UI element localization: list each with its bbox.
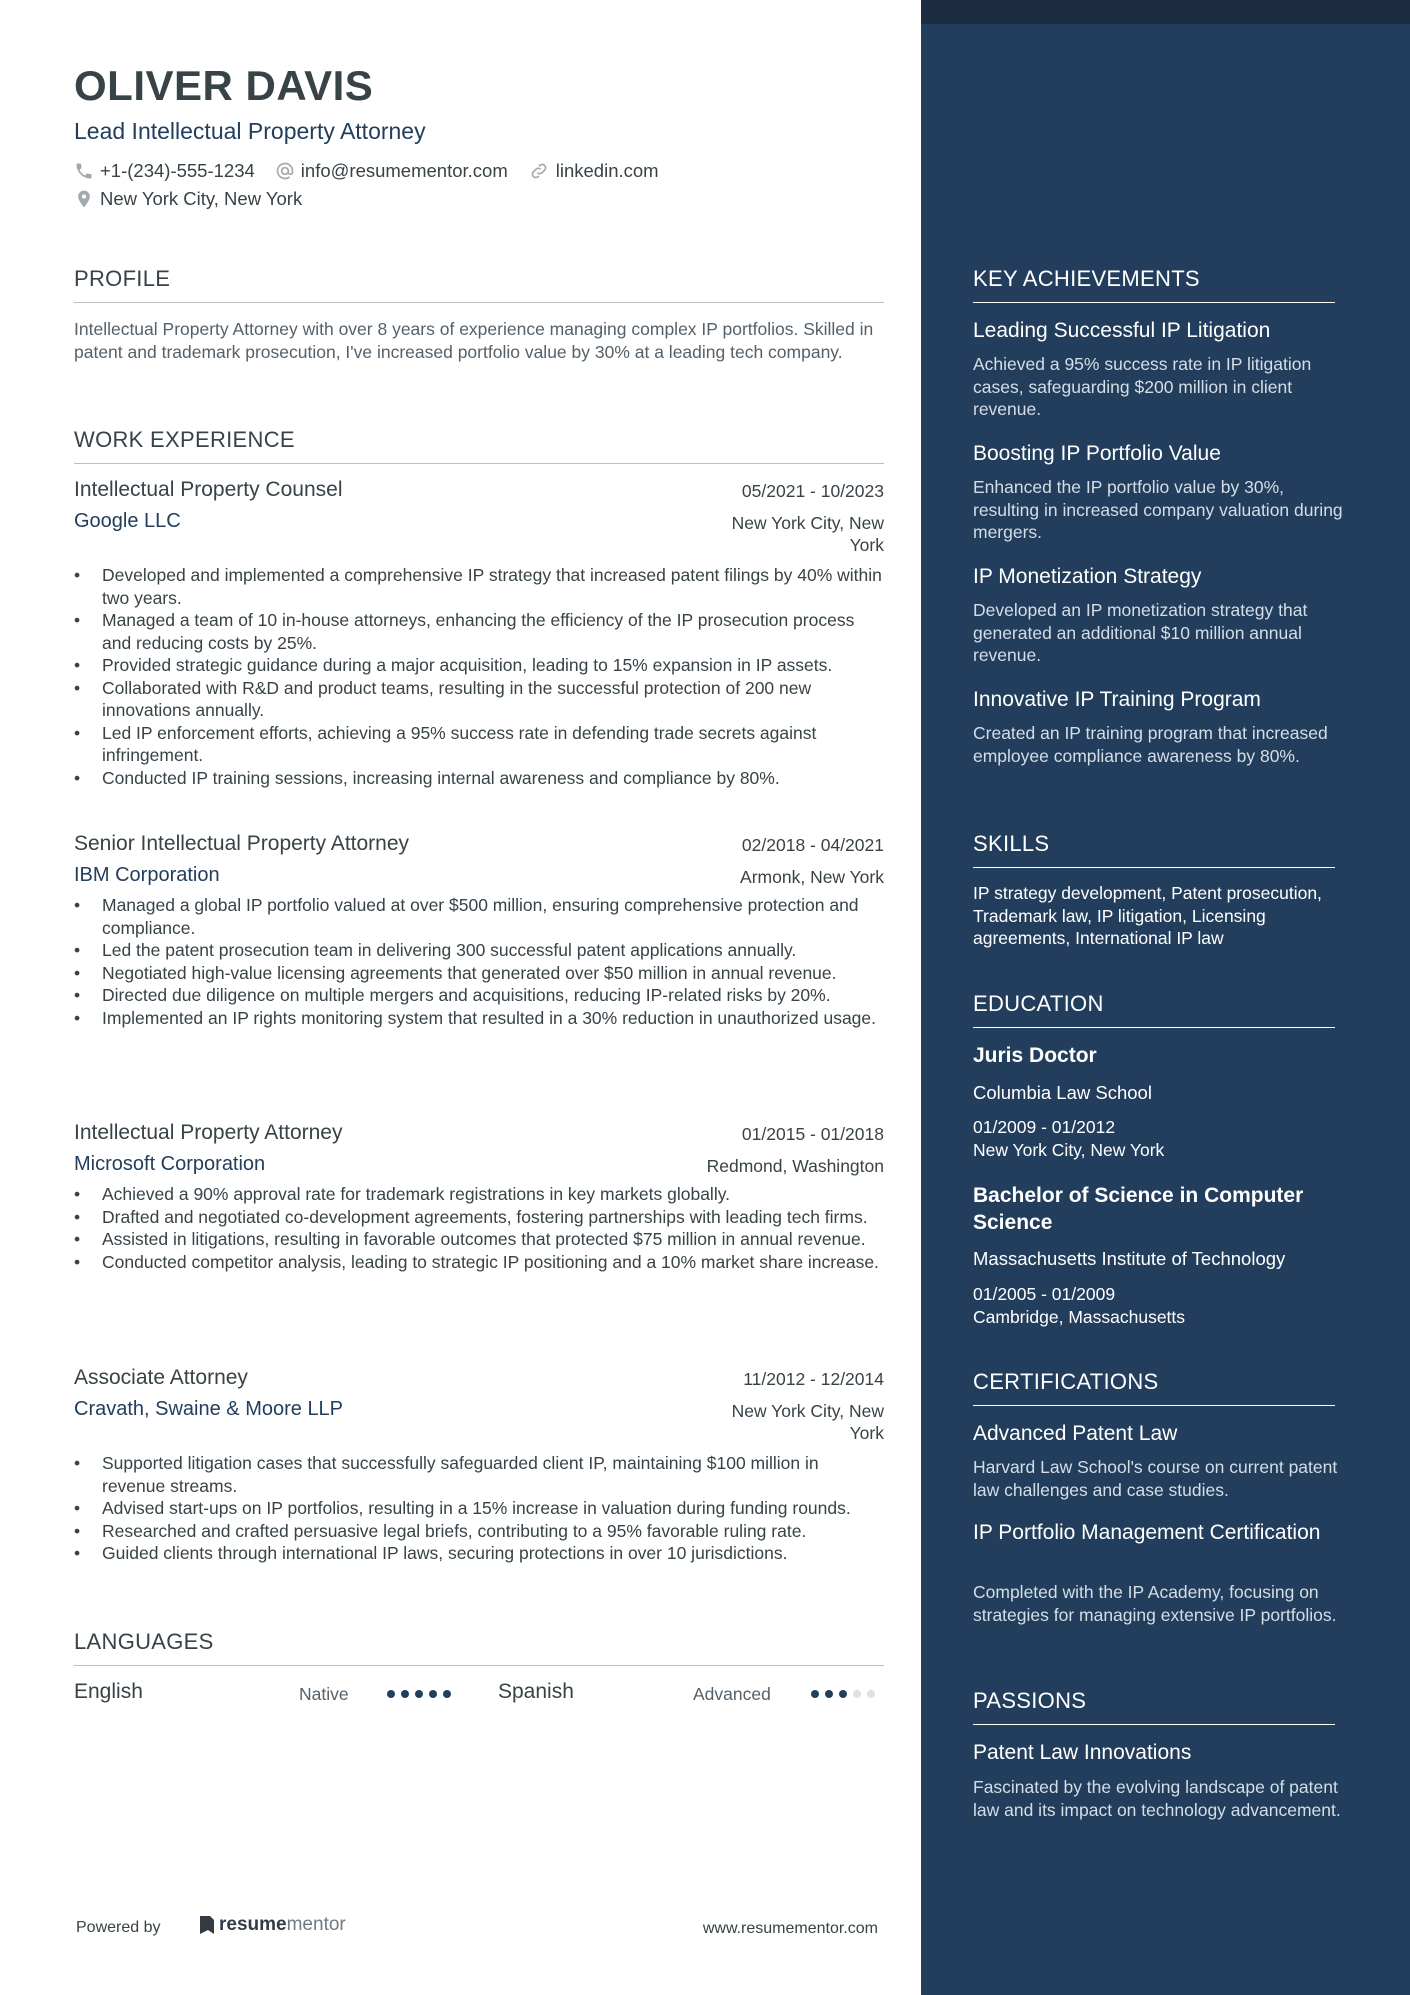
rating-dot-empty — [853, 1690, 861, 1698]
rating-dot-filled — [839, 1690, 847, 1698]
language-level: Advanced — [693, 1684, 771, 1704]
phone-icon — [74, 161, 94, 181]
footer-powered-by: Powered by — [76, 1919, 161, 1936]
passion-desc: Fascinated by the evolving landscape of patent law and its impact on technology advancement. — [973, 1777, 1341, 1820]
education-school: Massachusetts Institute of Technology — [973, 1248, 1286, 1269]
list-item: • Achieved a 90% approval rate for trademark registrations in key markets globally. — [74, 1183, 884, 1206]
job-location: New York City, New York — [731, 1401, 884, 1443]
language-rating — [387, 1690, 457, 1698]
footer-url[interactable]: www.resumementor.com — [702, 1920, 878, 1937]
education-dates: 01/2009 - 01/2012 — [973, 1117, 1116, 1137]
rating-dot-filled — [387, 1690, 395, 1698]
candidate-role: Lead Intellectual Property Attorney — [74, 118, 426, 144]
list-item: • Guided clients through international IP laws, securing protections in over 10 jurisdictions. — [74, 1542, 884, 1565]
list-item: • Collaborated with R&D and product teams, resulting in the successful protection of 200 new innovations annually. — [74, 677, 884, 722]
education-dates: 01/2005 - 01/2009 — [973, 1284, 1116, 1304]
achievement-desc: Created an IP training program that increased employee compliance awareness by 80%. — [973, 723, 1328, 766]
list-item: • Conducted IP training sessions, increasing internal awareness and compliance by 80%. — [74, 767, 884, 790]
sidebar-top-bar — [921, 0, 1410, 24]
rating-dot-filled — [811, 1690, 819, 1698]
achievement-title: IP Monetization Strategy — [973, 565, 1202, 588]
list-item: • Managed a global IP portfolio valued at over $500 million, ensuring comprehensive protection and compliance. — [74, 894, 884, 939]
education-location: New York City, New York — [973, 1140, 1165, 1160]
list-item: • Conducted competitor analysis, leading to strategic IP positioning and a 10% market share increase. — [74, 1251, 884, 1274]
list-item: • Negotiated high-value licensing agreements that generated over $50 million in annual revenue. — [74, 962, 884, 985]
rating-dot-filled — [429, 1690, 437, 1698]
job-dates: 05/2021 - 10/2023 — [741, 481, 884, 501]
list-item: • Drafted and negotiated co-development agreements, fostering partnerships with leading tech firms. — [74, 1206, 884, 1229]
language-level: Native — [299, 1684, 349, 1704]
list-item: • Provided strategic guidance during a major acquisition, leading to 15% expansion in IP assets. — [74, 654, 884, 677]
list-item: • Implemented an IP rights monitoring system that resulted in a 30% reduction in unauthorized usage. — [74, 1007, 884, 1030]
rating-dot-filled — [401, 1690, 409, 1698]
language-name: English — [74, 1680, 143, 1703]
section-title-education: EDUCATION — [973, 991, 1335, 1028]
job-bullets — [74, 564, 884, 789]
section-title-achievements: KEY ACHIEVEMENTS — [973, 266, 1335, 303]
rating-dot-filled — [825, 1690, 833, 1698]
achievement-desc: Developed an IP monetization strategy that generated an additional $10 million annual revenue. — [973, 600, 1308, 665]
contact-line-1 — [74, 160, 679, 182]
certification-desc: Completed with the IP Academy, focusing on strategies for managing extensive IP portfolios. — [973, 1582, 1337, 1625]
logo-text-bold: resume — [219, 1914, 287, 1935]
achievement-desc: Achieved a 95% success rate in IP litigation cases, safeguarding $200 million in client revenue. — [973, 354, 1312, 419]
rating-dot-filled — [415, 1690, 423, 1698]
list-item: • Led the patent prosecution team in delivering 300 successful patent applications annually. — [74, 939, 884, 962]
linkedin-text: linkedin.com — [555, 160, 659, 181]
list-item: • Developed and implemented a comprehensive IP strategy that increased patent filings by 40% within two years. — [74, 564, 884, 609]
link-icon — [528, 161, 550, 181]
job-company: IBM Corporation — [74, 864, 220, 886]
location-text: New York City, New York — [100, 188, 303, 209]
logo-text-light: mentor — [286, 1914, 346, 1935]
job-location: Armonk, New York — [740, 867, 884, 887]
profile-text: Intellectual Property Attorney with over 8 years of experience managing complex IP portfolios. Skilled in patent and trademark prosecution, I've increased portfolio value by 30% at a leading tech company. — [74, 319, 874, 362]
education-degree: Juris Doctor — [973, 1044, 1097, 1067]
sidebar-column — [921, 0, 1410, 1995]
email-text: info@resumementor.com — [300, 160, 508, 181]
achievement-title: Boosting IP Portfolio Value — [973, 442, 1221, 465]
achievement-title: Innovative IP Training Program — [973, 688, 1261, 711]
skills-text: IP strategy development, Patent prosecution, Trademark law, IP litigation, Licensing agreements, International IP law — [973, 883, 1322, 948]
section-title-experience: WORK EXPERIENCE — [74, 427, 884, 464]
job-title: Intellectual Property Attorney — [74, 1121, 343, 1144]
list-item: • Directed due diligence on multiple mergers and acquisitions, reducing IP-related risks by 20%. — [74, 984, 884, 1007]
section-title-profile: PROFILE — [74, 266, 884, 303]
contact-email[interactable] — [275, 160, 508, 182]
phone-text: +1-(234)-555-1234 — [100, 160, 255, 181]
location-pin-icon — [74, 189, 94, 209]
education-school: Columbia Law School — [973, 1082, 1152, 1103]
contact-location — [74, 188, 302, 210]
language-rating — [811, 1690, 881, 1698]
job-bullets — [74, 1452, 884, 1565]
achievement-desc: Enhanced the IP portfolio value by 30%, resulting in increased company valuation during mergers. — [973, 477, 1343, 542]
section-title-skills: SKILLS — [973, 831, 1335, 868]
certification-title: Advanced Patent Law — [973, 1422, 1178, 1445]
rating-dot-filled — [443, 1690, 451, 1698]
education-degree: Bachelor of Science in Computer Science — [973, 1184, 1304, 1234]
list-item: • Researched and crafted persuasive legal briefs, contributing to a 95% favorable ruling rate. — [74, 1520, 884, 1543]
rating-dot-empty — [867, 1690, 875, 1698]
job-company: Cravath, Swaine & Moore LLP — [74, 1398, 344, 1420]
job-location: New York City, New York — [731, 513, 884, 555]
job-company: Google LLC — [74, 510, 181, 532]
education-location: Cambridge, Massachusetts — [973, 1307, 1186, 1327]
job-dates: 02/2018 - 04/2021 — [741, 835, 884, 855]
job-dates: 11/2012 - 12/2014 — [743, 1369, 884, 1389]
section-title-passions: PASSIONS — [973, 1688, 1335, 1725]
job-entry — [74, 478, 884, 789]
list-item: • Supported litigation cases that successfully safeguarded client IP, maintaining $100 million in revenue streams. — [74, 1452, 884, 1497]
job-title: Senior Intellectual Property Attorney — [74, 832, 410, 855]
job-dates: 01/2015 - 01/2018 — [741, 1124, 884, 1144]
job-company: Microsoft Corporation — [74, 1153, 266, 1175]
job-entry — [74, 832, 884, 1029]
job-bullets — [74, 1183, 884, 1273]
section-title-languages: LANGUAGES — [74, 1629, 884, 1666]
job-location: Redmond, Washington — [706, 1156, 884, 1176]
certification-title: IP Portfolio Management Certification — [973, 1521, 1321, 1544]
languages-row — [74, 1680, 884, 1710]
at-icon — [275, 161, 295, 181]
job-title: Associate Attorney — [74, 1366, 248, 1389]
candidate-name: OLIVER DAVIS — [74, 62, 374, 109]
language-name: Spanish — [498, 1680, 574, 1703]
passion-title: Patent Law Innovations — [973, 1741, 1192, 1764]
contact-line-2 — [74, 188, 322, 210]
job-title: Intellectual Property Counsel — [74, 478, 343, 501]
achievement-title: Leading Successful IP Litigation — [973, 319, 1271, 342]
list-item: • Assisted in litigations, resulting in favorable outcomes that protected $75 million in annual revenue. — [74, 1228, 884, 1251]
section-title-certifications: CERTIFICATIONS — [973, 1369, 1335, 1406]
list-item: • Managed a team of 10 in-house attorneys, enhancing the efficiency of the IP prosecution process and reducing costs by 25%. — [74, 609, 884, 654]
list-item: • Advised start-ups on IP portfolios, resulting in a 15% increase in valuation during funding rounds. — [74, 1497, 884, 1520]
contact-linkedin[interactable] — [528, 160, 659, 182]
list-item: • Led IP enforcement efforts, achieving a 95% success rate in defending trade secrets against infringement. — [74, 722, 884, 767]
contact-phone[interactable] — [74, 160, 255, 182]
job-entry — [74, 1121, 884, 1273]
job-bullets — [74, 894, 884, 1029]
certification-desc: Harvard Law School's course on current patent law challenges and case studies. — [973, 1457, 1338, 1500]
job-entry — [74, 1366, 884, 1565]
